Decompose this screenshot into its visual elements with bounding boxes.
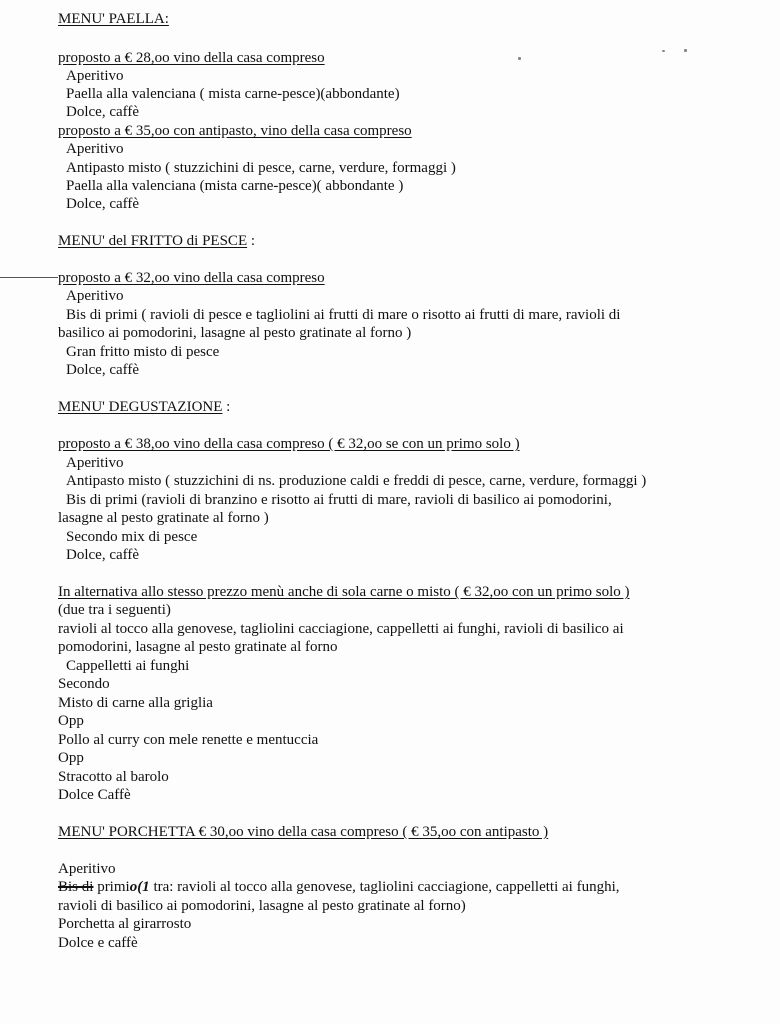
degustazione-alternative-line: ravioli al tocco alla genovese, tagliolini cacciagione, cappelletti ai funghi, ravioli di basilico ai bbox=[58, 621, 624, 637]
fritto-offer-item: basilico ai pomodorini, lasagne al pesto gratinate al forno ) bbox=[58, 325, 412, 341]
paella-offer1-item: Paella alla valenciana ( mista carne-pesce)(abbondante) bbox=[66, 86, 400, 102]
porchetta-item-main: Porchetta al girarrosto bbox=[58, 916, 192, 932]
fritto-title-text: MENU' del FRITTO di PESCE bbox=[58, 233, 248, 249]
degustazione-offer-item: Antipasto misto ( stuzzichini di ns. produzione caldi e freddi di pesce, carne, verdure, formaggi ) bbox=[66, 473, 647, 489]
scan-speck bbox=[518, 57, 521, 60]
paella-offer2-item: Aperitivo bbox=[66, 141, 124, 157]
paella-offer2-item: Dolce, caffè bbox=[66, 196, 140, 212]
scan-speck bbox=[662, 50, 665, 52]
degustazione-alternative-line: Opp bbox=[58, 713, 84, 729]
paella-offer1-item: Dolce, caffè bbox=[66, 104, 140, 120]
fritto-offer-heading: proposto a € 32,oo vino della casa compreso bbox=[58, 270, 325, 286]
degustazione-offer-item: lasagne al pesto gratinate al forno ) bbox=[58, 510, 269, 526]
primi-word: primi bbox=[93, 879, 130, 895]
degustazione-alternative-line: Secondo bbox=[58, 676, 110, 692]
fritto-offer-item: Dolce, caffè bbox=[66, 362, 140, 378]
degustazione-alternative-line: pomodorini, lasagne al pesto gratinate al forno bbox=[58, 639, 338, 655]
fritto-offer-item: Bis di primi ( ravioli di pesce e tagliolini ai frutti di mare o risotto ai frutti di mare, ravioli di bbox=[66, 307, 621, 323]
paella-offer1-item: Aperitivo bbox=[66, 68, 124, 84]
porchetta-item-primi bbox=[58, 878, 620, 896]
section-title-paella: MENU' PAELLA: bbox=[58, 11, 169, 27]
struck-text: Bis di bbox=[58, 879, 94, 895]
degustazione-offer-item: Bis di primi (ravioli di branzino e risotto ai frutti di mare, ravioli di basilico ai pomodorini, bbox=[66, 492, 612, 508]
fritto-title-suffix: : bbox=[247, 233, 256, 249]
primi-rest: tra: ravioli al tocco alla genovese, tagliolini cacciagione, cappelletti ai funghi, bbox=[149, 879, 620, 895]
degustazione-offer-item: Dolce, caffè bbox=[66, 547, 140, 563]
degustazione-title-suffix: : bbox=[222, 399, 231, 415]
fritto-offer-item: Gran fritto misto di pesce bbox=[66, 344, 220, 360]
degustazione-alternative-line: Cappelletti ai funghi bbox=[66, 658, 190, 674]
fritto-offer-item: Aperitivo bbox=[66, 288, 124, 304]
degustazione-alternative-heading: In alternativa allo stesso prezzo menù anche di sola carne o misto ( € 32,oo con un primo solo ) bbox=[58, 584, 630, 600]
paella-offer2-item: Paella alla valenciana (mista carne-pesce)( abbondante ) bbox=[66, 178, 404, 194]
degustazione-alternative-line: Pollo al curry con mele renette e mentuccia bbox=[58, 732, 319, 748]
degustazione-alternative-line: (due tra i seguenti) bbox=[58, 602, 171, 618]
degustazione-offer-item: Secondo mix di pesce bbox=[66, 529, 198, 545]
degustazione-offer-item: Aperitivo bbox=[66, 455, 124, 471]
degustazione-alternative-line: Opp bbox=[58, 750, 84, 766]
degustazione-alternative-line: Dolce Caffè bbox=[58, 787, 131, 803]
degustazione-alternative-line: Misto di carne alla griglia bbox=[58, 695, 213, 711]
section-title-fritto bbox=[58, 232, 255, 250]
degustazione-alternative-line: Stracotto al barolo bbox=[58, 769, 169, 785]
degustazione-title-text: MENU' DEGUSTAZIONE bbox=[58, 399, 223, 415]
paella-offer2-item: Antipasto misto ( stuzzichini di pesce, carne, verdure, formaggi ) bbox=[66, 160, 456, 176]
handwritten-correction: o(1 bbox=[129, 879, 150, 895]
porchetta-item-aperitivo: Aperitivo bbox=[58, 861, 116, 877]
scan-speck bbox=[684, 49, 687, 52]
porchetta-item-dolce: Dolce e caffè bbox=[58, 935, 138, 951]
section-title-degustazione bbox=[58, 398, 230, 416]
porchetta-item-primi-cont: ravioli di basilico ai pomodorini, lasagne al pesto gratinate al forno) bbox=[58, 898, 466, 914]
scan-stroke bbox=[0, 277, 58, 278]
paella-offer1-heading: proposto a € 28,oo vino della casa compreso bbox=[58, 50, 325, 66]
paella-offer2-heading: proposto a € 35,oo con antipasto, vino della casa compreso bbox=[58, 123, 412, 139]
section-title-porchetta: MENU' PORCHETTA € 30,oo vino della casa compreso ( € 35,oo con antipasto ) bbox=[58, 824, 549, 840]
degustazione-offer-heading: proposto a € 38,oo vino della casa compreso ( € 32,oo se con un primo solo ) bbox=[58, 436, 520, 452]
